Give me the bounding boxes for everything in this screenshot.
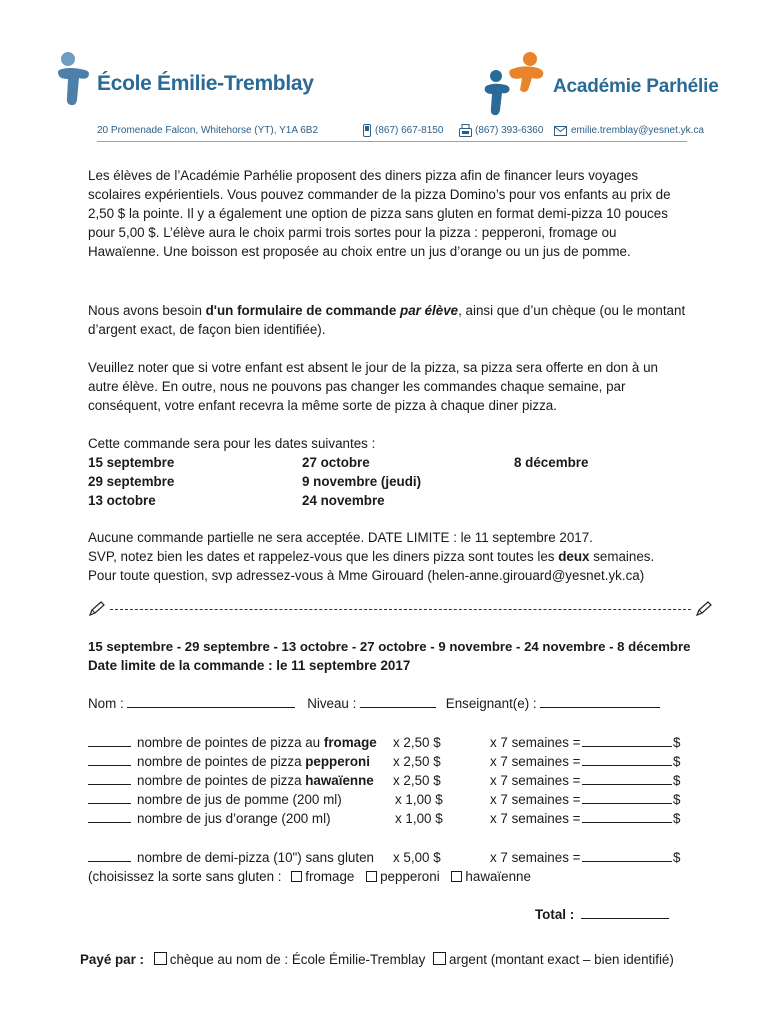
req-text-bold: d'un formulaire de commande	[205, 303, 401, 318]
item-weeks: x 7 semaines =	[490, 754, 581, 769]
item-price: x 2,50 $	[393, 773, 441, 788]
qty-field[interactable]	[88, 790, 131, 804]
date-item: 24 novembre	[302, 493, 385, 508]
item-text: nombre de pointes de pizza	[137, 773, 306, 788]
total-label: Total :	[535, 907, 575, 922]
notice-dates	[88, 547, 654, 566]
pay-cheque-label: chèque au nom de : École Émilie-Tremblay	[169, 952, 426, 967]
gf-option-label: hawaïenne	[465, 869, 531, 884]
form-deadline: Date limite de la commande : le 11 septembre 2017	[88, 658, 411, 673]
total-row	[535, 905, 669, 924]
subtotal-field[interactable]	[582, 771, 672, 785]
item-price: x 1,00 $	[395, 792, 443, 807]
cut-line	[88, 601, 713, 617]
dates-column-2	[302, 453, 421, 510]
currency: $	[673, 792, 681, 807]
date-item: 29 septembre	[88, 474, 175, 489]
order-row-sans-gluten	[88, 848, 688, 867]
req-text-bold-italic: par élève	[400, 303, 459, 318]
date-item: 27 octobre	[302, 455, 370, 470]
pencil-icon	[695, 601, 713, 617]
fax-icon	[459, 124, 472, 137]
dates-column-1	[88, 453, 174, 510]
notice-dates-text: SVP, notez bien les dates et rappelez-vous que les diners pizza sont toutes les	[88, 549, 559, 564]
date-item: 8 décembre	[514, 455, 589, 470]
item-text: nombre de pointes de pizza	[137, 754, 306, 769]
gf-option-label: fromage	[305, 869, 355, 884]
currency: $	[673, 754, 681, 769]
order-row-fromage	[88, 733, 688, 752]
item-price: x 5,00 $	[393, 850, 441, 865]
notice-dates-end: semaines.	[589, 549, 655, 564]
dates-column-3	[514, 453, 588, 472]
notice-contact: Pour toute question, svp adressez-vous à Mme Girouard (helen-anne.girouard@yesnet.yk.ca)	[88, 568, 645, 583]
pencil-icon	[88, 601, 106, 617]
currency: $	[673, 773, 681, 788]
item-label	[137, 771, 374, 790]
dates-label: Cette commande sera pour les dates suivantes :	[88, 436, 376, 451]
total-field[interactable]	[581, 905, 669, 919]
contact-row	[97, 124, 704, 140]
header-divider	[97, 141, 687, 142]
item-label	[137, 733, 377, 752]
item-weeks: x 7 semaines =	[490, 792, 581, 807]
ecole-logo	[55, 50, 314, 110]
item-weeks: x 7 semaines =	[490, 850, 581, 865]
item-bold: hawaïenne	[305, 773, 374, 788]
pay-cash-label: argent (montant exact – bien identifié)	[449, 952, 674, 967]
ecole-logo-mark-icon	[55, 50, 95, 108]
nom-field[interactable]	[127, 694, 295, 708]
nom-label: Nom :	[88, 696, 124, 711]
item-label: nombre de demi-pizza (10") sans gluten	[137, 850, 374, 865]
item-weeks: x 7 semaines =	[490, 811, 581, 826]
subtotal-field[interactable]	[582, 809, 672, 823]
item-text: nombre de pointes de pizza au	[137, 735, 324, 750]
req-text-a: Nous avons besoin	[88, 303, 206, 318]
date-item: 9 novembre (jeudi)	[302, 474, 422, 489]
form-dates-line: 15 septembre - 29 septembre - 13 octobre - 27 octobre - 9 novembre - 24 novembre - 8 décembre	[88, 639, 691, 654]
qty-field[interactable]	[88, 848, 131, 862]
cut-dashes	[110, 609, 691, 610]
address: 20 Promenade Falcon, Whitehorse (YT), Y1A 6B2	[97, 125, 319, 136]
item-label: nombre de jus d’orange (200 ml)	[137, 811, 331, 826]
academie-name: Académie Parhélie	[553, 76, 719, 97]
qty-field[interactable]	[88, 733, 131, 747]
qty-field[interactable]	[88, 771, 131, 785]
gluten-free-choice	[88, 867, 531, 886]
order-row-pepperoni	[88, 752, 688, 771]
pay-cheque-option[interactable]	[154, 952, 426, 967]
enseignant-label: Enseignant(e) :	[445, 696, 537, 711]
email-icon	[554, 126, 567, 136]
gf-option-hawaienne[interactable]	[451, 869, 531, 884]
item-price: x 2,50 $	[393, 735, 441, 750]
date-item: 13 octobre	[88, 493, 156, 508]
qty-field[interactable]	[88, 752, 131, 766]
currency: $	[673, 850, 681, 865]
identity-row	[88, 694, 660, 713]
item-label: nombre de jus de pomme (200 ml)	[137, 792, 342, 807]
item-bold: fromage	[323, 735, 377, 750]
subtotal-field[interactable]	[582, 848, 672, 862]
ecole-name: École Émilie-Tremblay	[97, 72, 314, 95]
checkbox-icon[interactable]	[433, 952, 446, 965]
gf-option-label: pepperoni	[380, 869, 440, 884]
intro-paragraph: Les élèves de l’Académie Parhélie proposent des diners pizza afin de financer leurs voyages scolaires expérientiels. Vous pouvez commander de la pizza Domino’s pour vos enfants au prix de 2,50 $ la pointe. Il y a également une option de pizza sans gluten en format demi-pizza 10 pouces pour 5,00 $. L’élève aura le choix parmi trois sortes pour la pizza : pepperoni, fromage ou Hawaïenne. Une boisson est proposée au choix entre un jus d’orange ou un jus de pomme.	[88, 168, 671, 259]
fax-number: (867) 393-6360	[475, 125, 544, 136]
gf-option-pepperoni[interactable]	[366, 869, 440, 884]
checkbox-icon[interactable]	[451, 871, 462, 882]
academie-logo-mark-icon	[480, 50, 550, 118]
academie-logo	[480, 50, 719, 120]
order-row-jus-pomme	[88, 790, 688, 809]
date-item: 15 septembre	[88, 455, 175, 470]
qty-field[interactable]	[88, 809, 131, 823]
enseignant-field[interactable]	[540, 694, 660, 708]
checkbox-icon[interactable]	[366, 871, 377, 882]
subtotal-field[interactable]	[582, 752, 672, 766]
paid-by-label: Payé par :	[80, 952, 145, 967]
currency: $	[673, 811, 681, 826]
item-price: x 2,50 $	[393, 754, 441, 769]
order-row-jus-orange	[88, 809, 688, 828]
notice-dates-bold: deux	[558, 549, 590, 564]
gf-choice-label: (choisissez la sorte sans gluten :	[88, 869, 282, 884]
gf-option-fromage[interactable]	[291, 869, 354, 884]
phone-number: (867) 667-8150	[375, 125, 444, 136]
niveau-label: Niveau :	[307, 696, 357, 711]
pay-cash-option[interactable]	[433, 952, 674, 967]
currency: $	[673, 735, 681, 750]
subtotal-field[interactable]	[582, 733, 672, 747]
req-text-d: , ainsi que d’un chèque (ou le montant d’argent exact, de façon bien identifiée).	[88, 303, 686, 337]
notice-partial: Aucune commande partielle ne sera acceptée. DATE LIMITE : le 11 septembre 2017.	[88, 530, 593, 545]
subtotal-field[interactable]	[582, 790, 672, 804]
item-weeks: x 7 semaines =	[490, 735, 581, 750]
phone-icon	[363, 124, 371, 137]
item-label	[137, 752, 370, 771]
item-price: x 1,00 $	[395, 811, 443, 826]
checkbox-icon[interactable]	[154, 952, 167, 965]
email-address: emilie.tremblay@yesnet.yk.ca	[571, 125, 704, 136]
payment-row	[80, 950, 674, 969]
item-bold: pepperoni	[305, 754, 370, 769]
item-weeks: x 7 semaines =	[490, 773, 581, 788]
absence-paragraph: Veuillez noter que si votre enfant est absent le jour de la pizza, sa pizza sera offerte en don à un autre élève. En outre, nous ne pouvons pas changer les commandes chaque semaine, par conséquent, votre enfant recevra la même sorte de pizza à chaque diner pizza.	[88, 360, 658, 413]
niveau-field[interactable]	[360, 694, 436, 708]
order-row-hawaienne	[88, 771, 688, 790]
checkbox-icon[interactable]	[291, 871, 302, 882]
form-requirement-paragraph	[88, 301, 688, 339]
